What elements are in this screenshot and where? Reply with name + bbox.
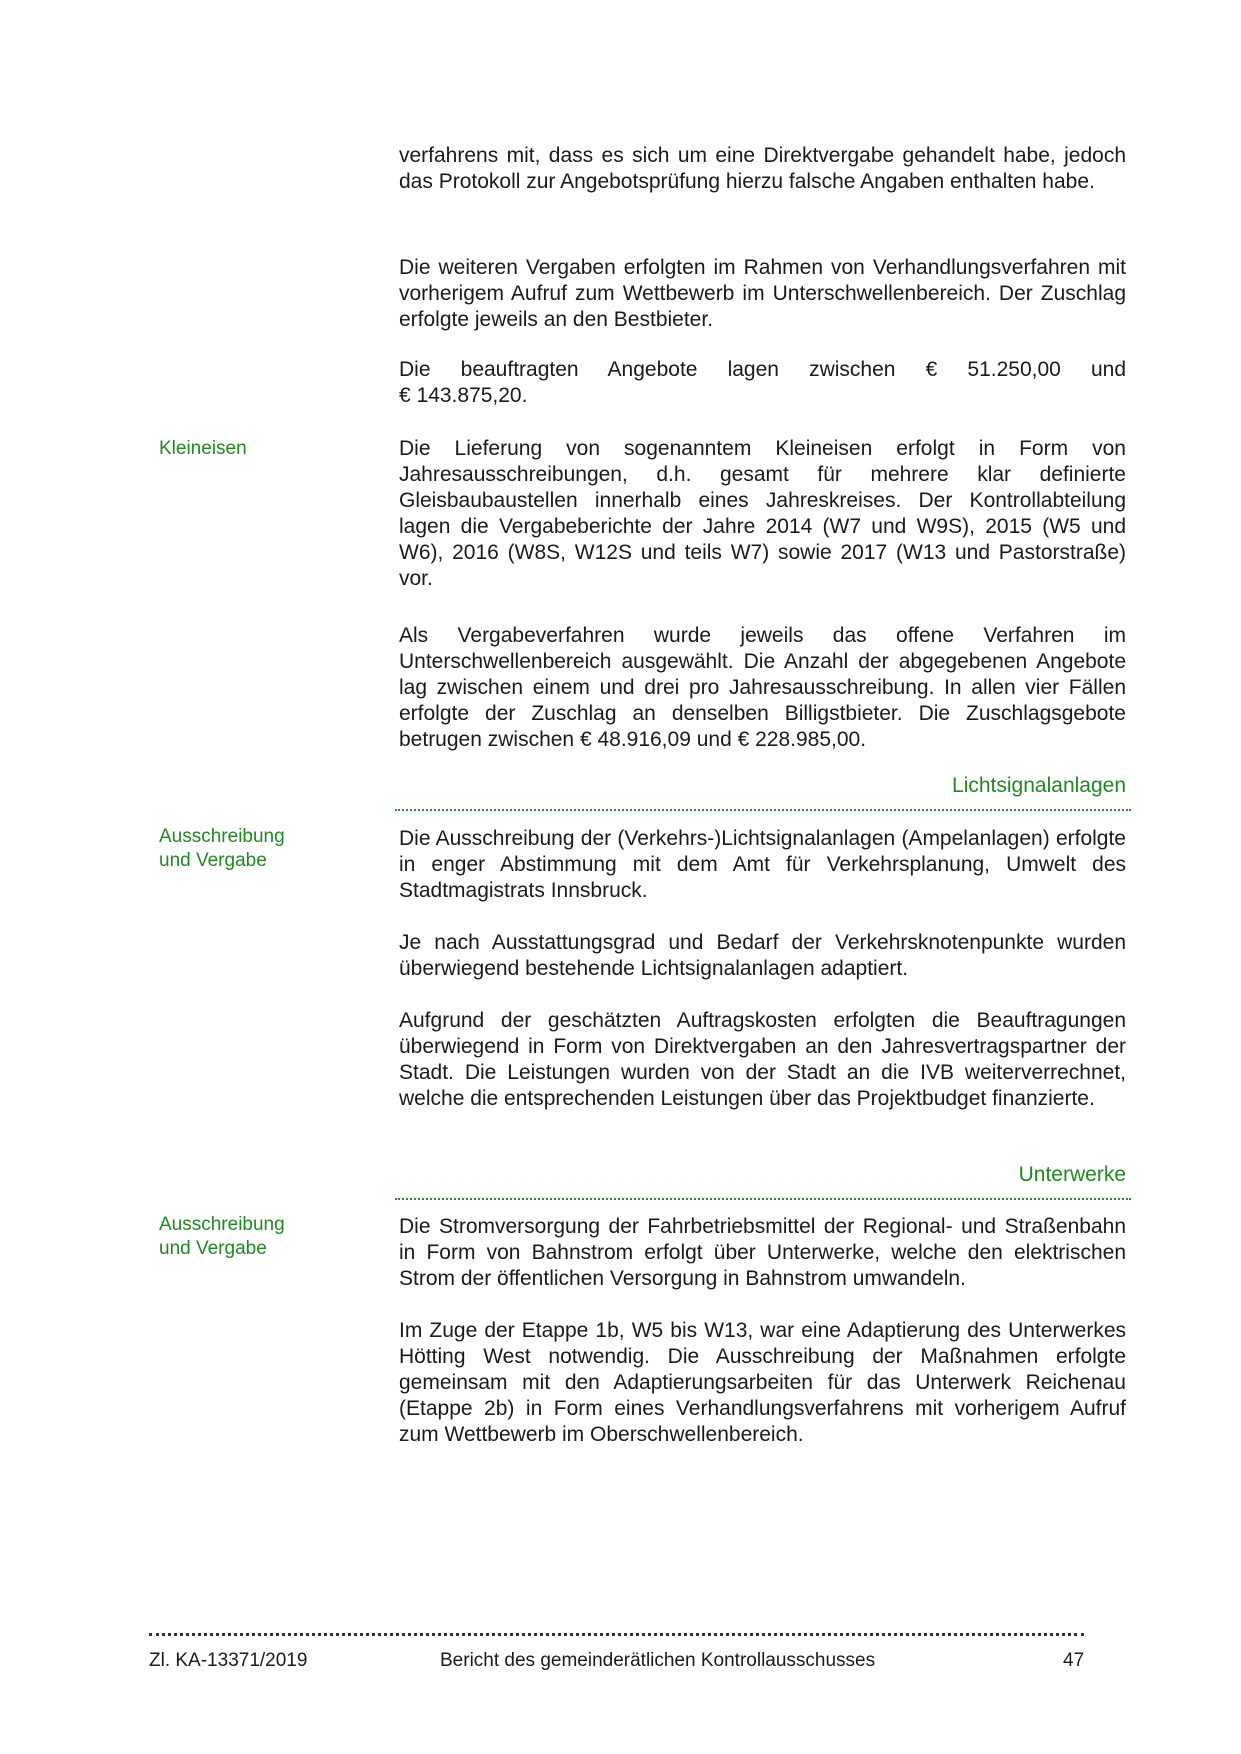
footer-title: Bericht des gemeinderätlichen Kontrollausschusses xyxy=(440,1650,876,1671)
footer-reference: Zl. KA-13371/2019 xyxy=(149,1650,308,1671)
paragraph-vergabeverfahren: Als Vergabeverfahren wurde jeweils das offene Verfahren im Unterschwellenbereich ausgewählt. Die Anzahl der abgegebenen Angebote lag zwischen einem und drei pro Jahresausschreibung. In allen vier Fällen erfolgte der Zuschlag an denselben Billigstbieter. Die Zuschlagsgebote betrugen zwischen € 48.916,09 und € 228.985,00. xyxy=(399,624,1126,751)
paragraph-angebote xyxy=(399,357,1126,409)
section-heading-lichtsignalanlagen xyxy=(395,773,1131,811)
heading-unterwerke-text: Unterwerke xyxy=(1018,1163,1126,1186)
paragraph-stromversorgung: Die Stromversorgung der Fahrbetriebsmittel der Regional- und Straßenbahn in Form von Bahnstrom erfolgt über Unterwerke, welche den elektrischen Strom der öffentlichen Versorgung in Bahnstrom umwandeln. xyxy=(399,1215,1126,1290)
paragraph-direktvergabe: verfahrens mit, dass es sich um eine Direktvergabe gehandelt habe, jedoch das Protokoll zur Angebotsprüfung hierzu falsche Angaben enthalten habe. xyxy=(399,144,1126,193)
paragraph-verhandlungsverfahren: Die weiteren Vergaben erfolgten im Rahmen von Verhandlungsverfahren mit vorherigem Aufruf zum Wettbewerb im Unterschwellenbereich. Der Zuschlag erfolgte jeweils an den Bestbieter. xyxy=(399,256,1126,331)
angebote-line-1: Die beauftragten Angebote lagen zwischen € 51.250,00 und xyxy=(399,358,1126,381)
section-heading-unterwerke xyxy=(395,1162,1131,1200)
sidenote-line-1: Ausschreibung xyxy=(159,1214,285,1235)
paragraph-kleineisen: Die Lieferung von sogenanntem Kleineisen erfolgt in Form von Jahresausschreibungen, d.h. gesamt für mehrere klar definierte Gleisbaubaustellen innerhalb eines Jahreskreises. Der Kontrollabteilung lagen die Vergabeberichte der Jahre 2014 (W7 und W9S), 2015 (W5 und W6), 2016 (W8S, W12S und teils W7) sowie 2017 (W13 und Pastorstraße) vor. xyxy=(399,437,1126,590)
sidenote-kleineisen: Kleineisen xyxy=(159,438,247,459)
sidenote-ausschreibung-unterwerke xyxy=(159,1213,359,1261)
paragraph-ausschreibung-lichtsignal: Die Ausschreibung der (Verkehrs-)Lichtsignalanlagen (Ampelanlagen) erfolgte in enger Abstimmung mit dem Amt für Verkehrsplanung, Umwelt des Stadtmagistrats Innsbruck. xyxy=(399,827,1126,902)
paragraph-auftragskosten: Aufgrund der geschätzten Auftragskosten erfolgten die Beauftragungen überwiegend in Form von Direktvergaben an den Jahresvertragspartner der Stadt. Die Leistungen wurden von der Stadt an die IVB weiterverrechnet, welche die entsprechenden Leistungen über das Projektbudget finanzierte. xyxy=(399,1009,1126,1110)
paragraph-etappe: Im Zuge der Etappe 1b, W5 bis W13, war eine Adaptierung des Unterwerkes Hötting West notwendig. Die Ausschreibung der Maßnahmen erfolgte gemeinsam mit den Adaptierungsarbeiten für das Unterwerk Reichenau (Etappe 2b) in Form eines Verhandlungsverfahrens mit vorherigem Aufruf zum Wettbewerb im Oberschwellenbereich. xyxy=(399,1319,1126,1446)
paragraph-ausstattungsgrad: Je nach Ausstattungsgrad und Bedarf der Verkehrsknotenpunkte wurden überwiegend bestehende Lichtsignalanlagen adaptiert. xyxy=(399,931,1126,980)
sidenote-ausschreibung-lichtsignal xyxy=(159,825,359,873)
sidenote-line-2: und Vergabe xyxy=(159,850,267,871)
heading-lichtsignalanlagen-text: Lichtsignalanlagen xyxy=(952,774,1126,797)
footer-divider xyxy=(149,1633,1084,1636)
sidenote-line-1: Ausschreibung xyxy=(159,826,285,847)
angebote-line-2: € 143.875,20. xyxy=(399,384,528,407)
sidenote-line-2: und Vergabe xyxy=(159,1238,267,1259)
page-number: 47 xyxy=(1063,1650,1085,1671)
